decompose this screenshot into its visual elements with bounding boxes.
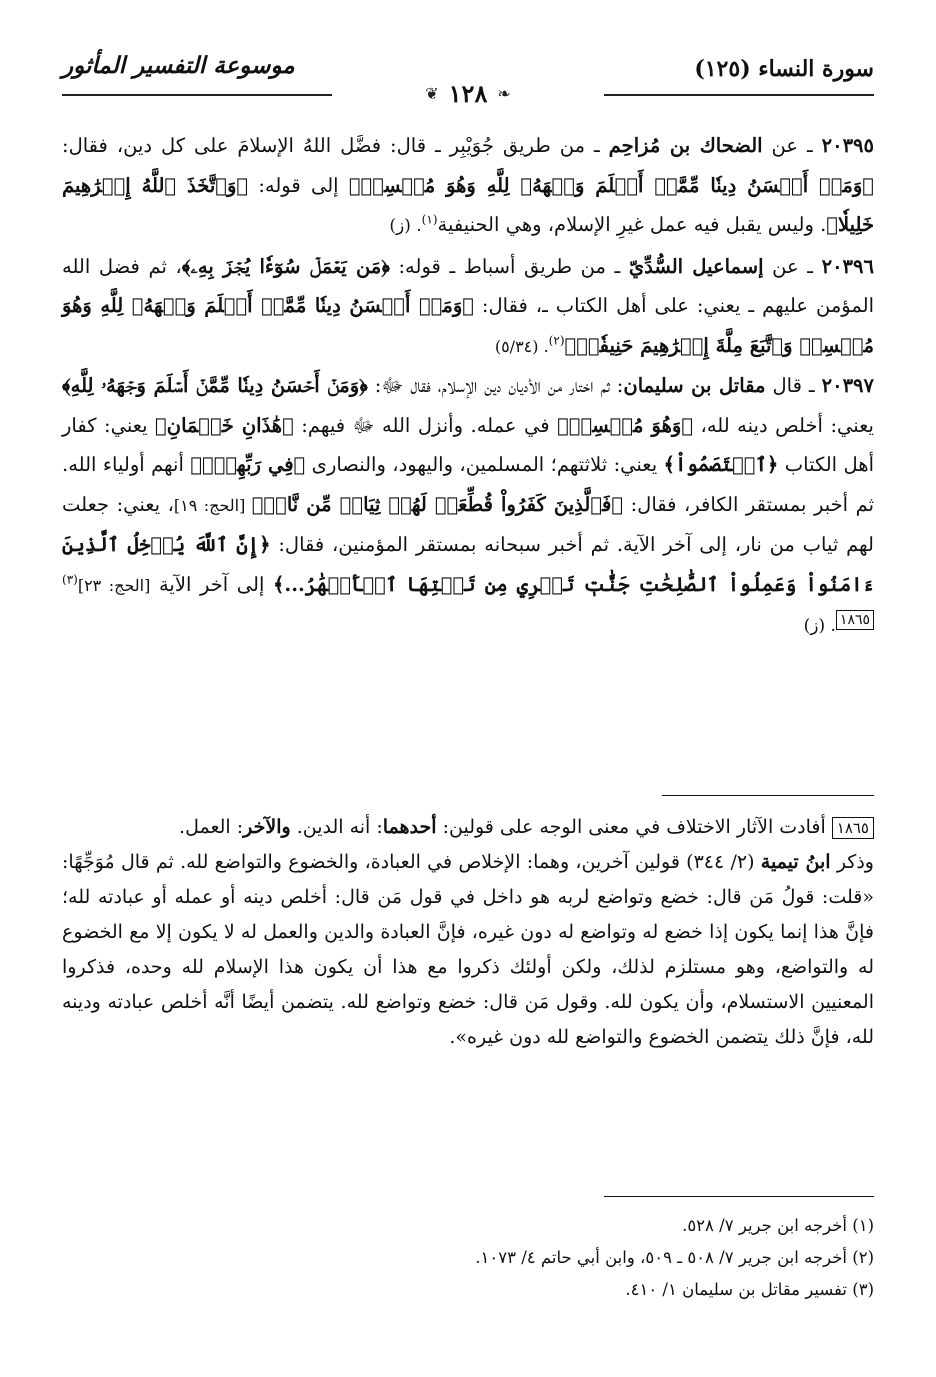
- note-text: وذكر: [830, 851, 874, 873]
- footnote-marker: (٢): [548, 333, 565, 347]
- footnote-marker: (١): [421, 212, 438, 227]
- header-rule-left: [62, 94, 332, 96]
- note-reference-box[interactable]: ١٨٦٥: [836, 610, 874, 630]
- volume-reference: . (٥/٣٤): [494, 336, 549, 356]
- entry-text: ، ثم فضل الله المؤمن عليهم ـ يعني: على أهل الكتاب ـ، فقال:: [62, 254, 874, 317]
- quran-verse: ﴿وَمَنۡ أَحۡسَنُ دِينٗا مِّمَّنۡ أَسۡلَمَ وَجۡهَهُۥ لِلَّهِ وَهُوَ مُحۡسِنٞ﴾: [348, 173, 874, 197]
- quran-verse: ﴿وَمَنۡ أَحۡسَنُ دِينٗا مِّمَّنۡ أَسۡلَمَ وَجۡهَهُۥ لِلَّهِ﴾: [62, 374, 368, 397]
- entry-text: إلى آخر الآية: [150, 572, 273, 596]
- entry-text: ـ قال: [765, 374, 822, 397]
- entry-20395: [62, 126, 874, 247]
- ornament-icon: ❦: [425, 83, 439, 103]
- entry-text: ـ من طريق أسباط ـ قوله:: [389, 254, 629, 278]
- entry-text: يعني: أخلص دينه لله،: [693, 413, 874, 437]
- quran-verse: ﴿وَمَنۡ أَحۡسَنُ دِينٗا مِّمَّنۡ أَسۡلَمَ وَجۡهَهُۥ لِلَّهِ وَهُوَ مُحۡسِنٞ وَٱتَّبَعَ مِلَّةَ إِبۡرَٰهِيمَ حَنِيفٗاۗ﴾: [62, 294, 874, 357]
- entry-text: يعني: كفار أهل الكتاب: [62, 413, 874, 476]
- footnote-1: (١) أخرجه ابن جرير ٧/ ٥٢٨.: [682, 1216, 874, 1235]
- entry-text: ـ عن: [762, 134, 822, 157]
- note-separator: [662, 795, 874, 796]
- entry-number: ٢٠٣٩٦: [821, 254, 874, 278]
- note-paragraph: [62, 845, 874, 1055]
- entry-text: أنهم أولياء الله. ثم أخبر بمستقر الكافر، فقال:: [62, 453, 875, 516]
- ornament-icon: ❧: [497, 83, 511, 103]
- narrator-name: الضحاك بن مُزاحِم: [608, 134, 763, 157]
- surah-header: سورة النساء (١٢٥): [694, 56, 874, 82]
- page-number-block: [332, 78, 604, 108]
- note-bold: أحدهما: [382, 816, 437, 838]
- note-text: : العمل.: [179, 816, 244, 838]
- footnote-3: (٣) تفسير مقاتل بن سليمان ١/ ٤١٠.: [625, 1280, 874, 1299]
- quran-verse: ﴿مَن يَعۡمَلۡ سُوٓءٗا يُجۡزَ بِهِۦ﴾: [181, 254, 390, 278]
- footnotes: [62, 1210, 874, 1306]
- quran-verse: ﴿إِنَّ ٱللَّهَ يُدۡخِلُ ٱلَّذِينَ ءَامَنُواْ وَعَمِلُواْ ٱلصَّٰلِحَٰتِ جَنَّٰتٖ تَجۡرِي مِن تَحۡتِهَا ٱلۡأَنۡهَٰرُ...﴾: [62, 533, 875, 596]
- note-number-box: ١٨٦٥: [832, 817, 874, 839]
- quran-verse: ﴿ٱخۡتَصَمُواْ﴾: [663, 453, 779, 476]
- footnote-marker: (٣): [62, 572, 78, 586]
- entry-number: ٢٠٣٩٧: [821, 374, 874, 397]
- note-text: : أنه الدين.: [290, 816, 383, 838]
- quran-verse: ﴿فِي رَبِّهِمۡۖ﴾: [190, 453, 306, 476]
- narrator-name: إسماعيل السُّدِّيّ: [628, 254, 764, 278]
- entry-text: : ثم اختار من الأديان دين الإسلام، فقال ﷻ:: [367, 374, 624, 397]
- entry-text: إلى قوله:: [248, 173, 349, 197]
- header-rule-right: [604, 94, 874, 96]
- note-text: (٢/ ٣٤٤) قولين آخرين، وهما: الإخلاص في العبادة، والخضوع والتواضع لله. ثم قال مُوَجِّهًا: «قلت: قولُ مَن قال: خضع وتواضع لربه هو داخل في قول مَن قال: أخلص دينه أو عمله أو عبادته لله؛ فإنَّ هذا إنما يكون إذا خضع له وتواضع له دون غيره، فإنَّ العبادة والدين والعمل له لا يكون إلا مع الخضوع له والتواضع، وهو مستلزم لذلك، ولكن أولئك ذكروا مع هذا أن يكون هذا الإسلام لله وحده، فذكروا المعنيين الاستسلام، وأن يكون لله. وقول مَن قال: خضع وتواضع لله. يتضمن أيضًا أنَّه أخلص عبادته ودينه لله، فإنَّ ذلك يتضمن الخضوع والتواضع لله دون غيره».: [62, 851, 874, 1048]
- page-header: [62, 48, 874, 108]
- entry-tag: . (ز): [803, 616, 836, 636]
- page-number: ١٢٨: [448, 78, 488, 108]
- note-bold: ابنُ تيمية: [760, 851, 831, 873]
- note-paragraph: [62, 810, 874, 845]
- entry-text: ، يعني: جعلت لهم ثياب من نار، إلى آخر الآية. ثم أخبر سبحانه بمستقر المؤمنين، فقال:: [62, 492, 874, 556]
- note-text: أفادت الآثار الاختلاف في معنى الوجه على قولين:: [436, 816, 826, 838]
- entry-text: ـ من طريق جُوَيْبِر ـ قال: فضَّل اللهُ الإسلامَ على كل دين، فقال:: [62, 134, 609, 157]
- entry-text: . وليس يقبل فيه عمل غيرِ الإسلام، وهي الحنيفية: [437, 213, 827, 236]
- note-bold: والآخر: [243, 816, 291, 838]
- main-text: [62, 126, 874, 647]
- footnote-separator: [604, 1196, 874, 1197]
- entry-text: في عمله. وأنزل الله ﷻ فيهم:: [293, 413, 558, 437]
- entry-text: يعني: ثلاثتهم؛ المسلمين، واليهود، والنصارى: [305, 453, 664, 476]
- surah-reference: [الحج: ١٩]: [173, 495, 252, 515]
- entry-20396: [62, 247, 874, 367]
- entry-20397: [62, 366, 874, 647]
- entry-tag: . (ز): [389, 216, 422, 236]
- surah-reference: [الحج: ٢٣]: [77, 575, 151, 595]
- quran-verse: ﴿هَٰذَانِ خَصۡمَانِ﴾: [155, 413, 294, 437]
- editor-note: [62, 810, 874, 1055]
- quran-verse: ﴿وَٱتَّخَذَ ٱللَّهُ إِبۡرَٰهِيمَ خَلِيلٗا﴾: [62, 173, 874, 236]
- narrator-name: مقاتل بن سليمان: [623, 374, 766, 397]
- quran-verse: ﴿فَٱلَّذِينَ كَفَرُواْ قُطِّعَتۡ لَهُمۡ ثِيَابٞ مِّن نَّارٖ﴾: [251, 492, 624, 516]
- entry-number: ٢٠٣٩٥: [821, 134, 874, 157]
- entry-text: ـ عن: [763, 254, 822, 278]
- book-title: موسوعة التفسير المأثور: [62, 52, 295, 79]
- footnote-2: (٢) أخرجه ابن جرير ٧/ ٥٠٨ ـ ٥٠٩، وابن أبي حاتم ٤/ ١٠٧٣.: [475, 1248, 874, 1267]
- quran-verse: ﴿وَهُوَ مُحۡسِنٞ﴾: [557, 413, 694, 437]
